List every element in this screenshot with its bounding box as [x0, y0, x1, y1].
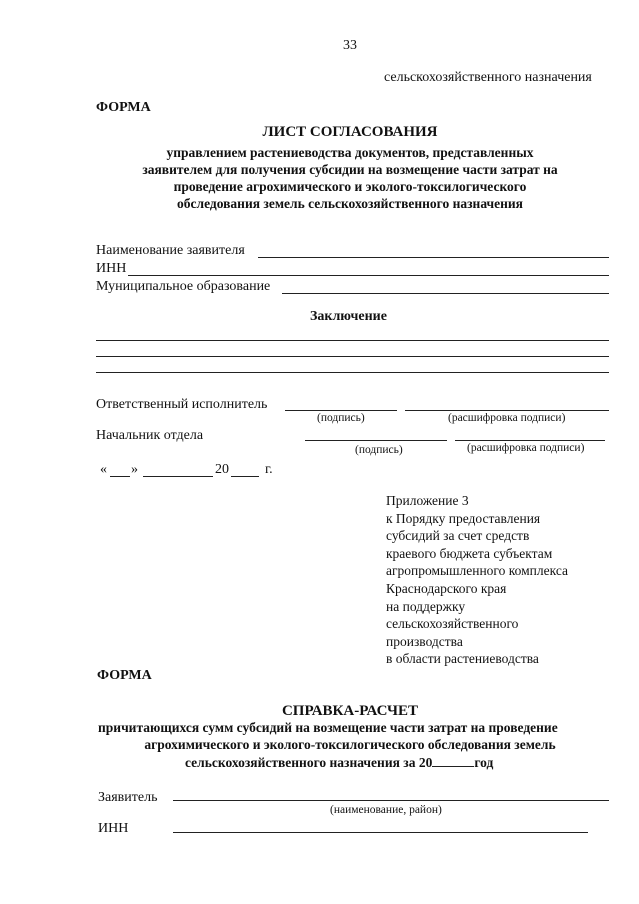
- form2-subtitle-line-1: причитающихся сумм субсидий на возмещение части затрат на проведение: [98, 720, 558, 735]
- appendix-line-1: Приложение 3: [386, 493, 469, 508]
- date-year-prefix: 20: [215, 462, 229, 477]
- conclusion-line-1[interactable]: [96, 340, 609, 341]
- signature-caption-2: (подпись): [355, 444, 403, 456]
- date-suffix: г.: [265, 462, 273, 477]
- appendix-line-10: в области растениеводства: [386, 651, 539, 667]
- form-label-2: ФОРМА: [97, 668, 152, 683]
- appendix-line-5: агропромышленного комплекса: [386, 563, 568, 579]
- date-quote-open: «: [100, 462, 107, 477]
- form1-subtitle-line-1: управлением растениеводства документов, представленных: [166, 145, 534, 160]
- responsible-executor-label: Ответственный исполнитель: [96, 397, 268, 412]
- signature-caption-1: (подпись): [317, 412, 365, 424]
- date-day-field[interactable]: [110, 476, 130, 477]
- applicant-name-label: Наименование заявителя: [96, 243, 245, 258]
- form2-year-field[interactable]: [432, 754, 474, 767]
- date-month-field[interactable]: [143, 476, 213, 477]
- conclusion-line-2[interactable]: [96, 356, 609, 357]
- form2-title: СПРАВКА-РАСЧЕТ: [281, 703, 419, 719]
- decoding-caption-1: (расшифровка подписи): [448, 412, 566, 424]
- appendix-line-2: к Порядку предоставления: [386, 510, 541, 526]
- appendix-block: [386, 492, 626, 668]
- form1-subtitle-line-4: обследования земель сельскохозяйственного назначения: [177, 196, 523, 211]
- appendix-line-6: Краснодарского края: [386, 580, 507, 596]
- form2-subtitle-prefix: сельскохозяйственного назначения за 20: [185, 755, 433, 770]
- appendix-line-9: производства: [386, 633, 463, 649]
- appendix-line-3: субсидий за счет средств: [386, 528, 530, 544]
- form1-subtitle-line-2: заявителем для получения субсидии на возмещение части затрат на: [142, 162, 558, 177]
- page-number: 33: [343, 38, 357, 53]
- form1-subtitle-line-3: проведение агрохимического и эколого-токсилогического: [173, 179, 527, 194]
- decoding-caption-2: (расшифровка подписи): [467, 442, 585, 454]
- appendix-line-7: на поддержку: [386, 598, 466, 614]
- form2-subtitle-line-3: [185, 754, 493, 771]
- conclusion-label: Заключение: [310, 309, 387, 324]
- form2-applicant-caption: (наименование, район): [330, 804, 442, 816]
- head-signature-field[interactable]: [305, 440, 447, 441]
- date-quote-close: »: [131, 462, 138, 477]
- form2-subtitle-line-2: агрохимического и эколого-токсилогического обследования земель: [144, 737, 556, 752]
- form2-inn-field[interactable]: [173, 832, 588, 833]
- municipality-field[interactable]: [282, 293, 609, 294]
- conclusion-line-3[interactable]: [96, 372, 609, 373]
- form2-subtitle-suffix: год: [474, 755, 494, 770]
- form-label-1: ФОРМА: [96, 100, 151, 115]
- form2-applicant-label: Заявитель: [98, 790, 158, 805]
- date-year-field[interactable]: [231, 476, 259, 477]
- responsible-signature-field[interactable]: [285, 410, 397, 411]
- form2-applicant-field[interactable]: [173, 800, 609, 801]
- inn-field-1[interactable]: [128, 275, 609, 276]
- head-of-department-label: Начальник отдела: [96, 428, 204, 443]
- municipality-label: Муниципальное образование: [96, 279, 271, 294]
- applicant-name-field[interactable]: [258, 257, 609, 258]
- form2-inn-label: ИНН: [98, 821, 129, 836]
- form1-title: ЛИСТ СОГЛАСОВАНИЯ: [262, 124, 438, 140]
- appendix-line-8: сельскохозяйственного: [386, 616, 519, 632]
- responsible-decoding-field[interactable]: [405, 410, 609, 411]
- head-decoding-field[interactable]: [455, 440, 605, 441]
- inn-label-1: ИНН: [96, 261, 127, 276]
- top-note: сельскохозяйственного назначения: [384, 70, 592, 85]
- appendix-line-4: краевого бюджета субъектам: [386, 545, 553, 561]
